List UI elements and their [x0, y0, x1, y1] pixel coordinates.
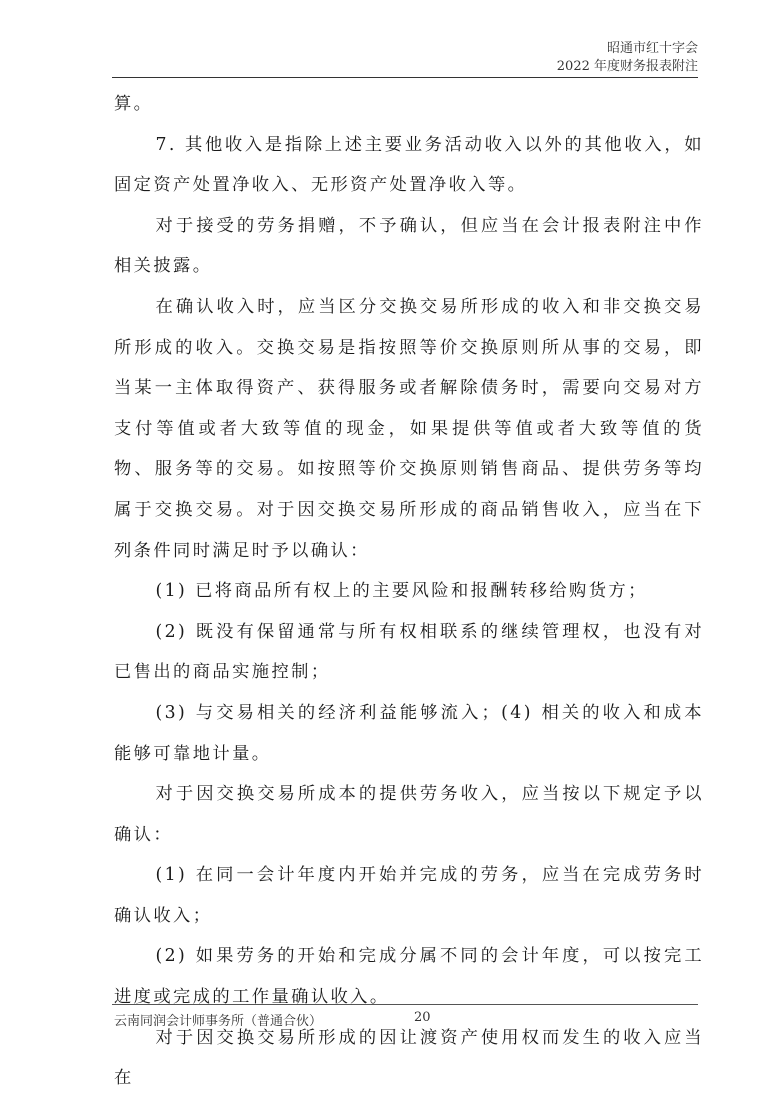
paragraph-asset-use-revenue: 对于因交换交易所形成的因让渡资产使用权而发生的收入应当在 [114, 1027, 704, 1089]
page-number: 20 [414, 1010, 431, 1025]
header-organization: 昭通市红十字会 [606, 41, 698, 56]
header-divider [112, 77, 698, 78]
footer-firm-name: 云南同润会计师事务所（普通合伙） [114, 1014, 323, 1029]
paragraph-revenue-recognition: 在确认收入时，应当区分交换交易所形成的收入和非交换交易所形成的收入。交换交易是指按照等价交换原则所从事的交易，即当某一主体取得资产、获得服务或者解除债务时，需要向交易对方支付等值或者大致等值的现金，如果提供等值或者大致等值的货物、服务等的交易。如按照等价交换原则销售商品、提供劳务等均属于交换交易。对于因交换交易所形成的商品销售收入，应当在下列条件同时满足时予以确认： [114, 296, 704, 561]
paragraph-labor-donation: 对于接受的劳务捐赠，不予确认，但应当在会计报表附注中作相关披露。 [114, 215, 704, 277]
paragraph-labor-rule-1: (1) 在同一会计年度内开始并完成的劳务，应当在完成劳务时确认收入； [114, 865, 704, 926]
body-text [114, 84, 704, 1099]
paragraph-other-income: 7. 其他收入是指除上述主要业务活动收入以外的其他收入，如固定资产处置净收入、无形资产处置净收入等。 [114, 134, 704, 196]
page-header [557, 40, 698, 76]
paragraph-condition-2: (2) 既没有保留通常与所有权相联系的继续管理权，也没有对已售出的商品实施控制； [114, 621, 704, 683]
paragraph-labor-revenue: 对于因交换交易所成本的提供劳务收入，应当按以下规定予以确认： [114, 784, 704, 845]
paragraph-continuation: 算。 [114, 94, 154, 114]
footer-divider [112, 1004, 698, 1005]
paragraph-condition-1: (1) 已将商品所有权上的主要风险和报酬转移给购货方； [155, 581, 648, 602]
header-document-title: 2022 年度财务报表附注 [556, 59, 698, 74]
paragraph-condition-3-4: (3) 与交易相关的经济利益能够流入；(4) 相关的收入和成本能够可靠地计量。 [114, 702, 704, 764]
paragraph-labor-rule-2: (2) 如果劳务的开始和完成分属不同的会计年度，可以按完工进度或完成的工作量确认收入。 [114, 946, 704, 1008]
